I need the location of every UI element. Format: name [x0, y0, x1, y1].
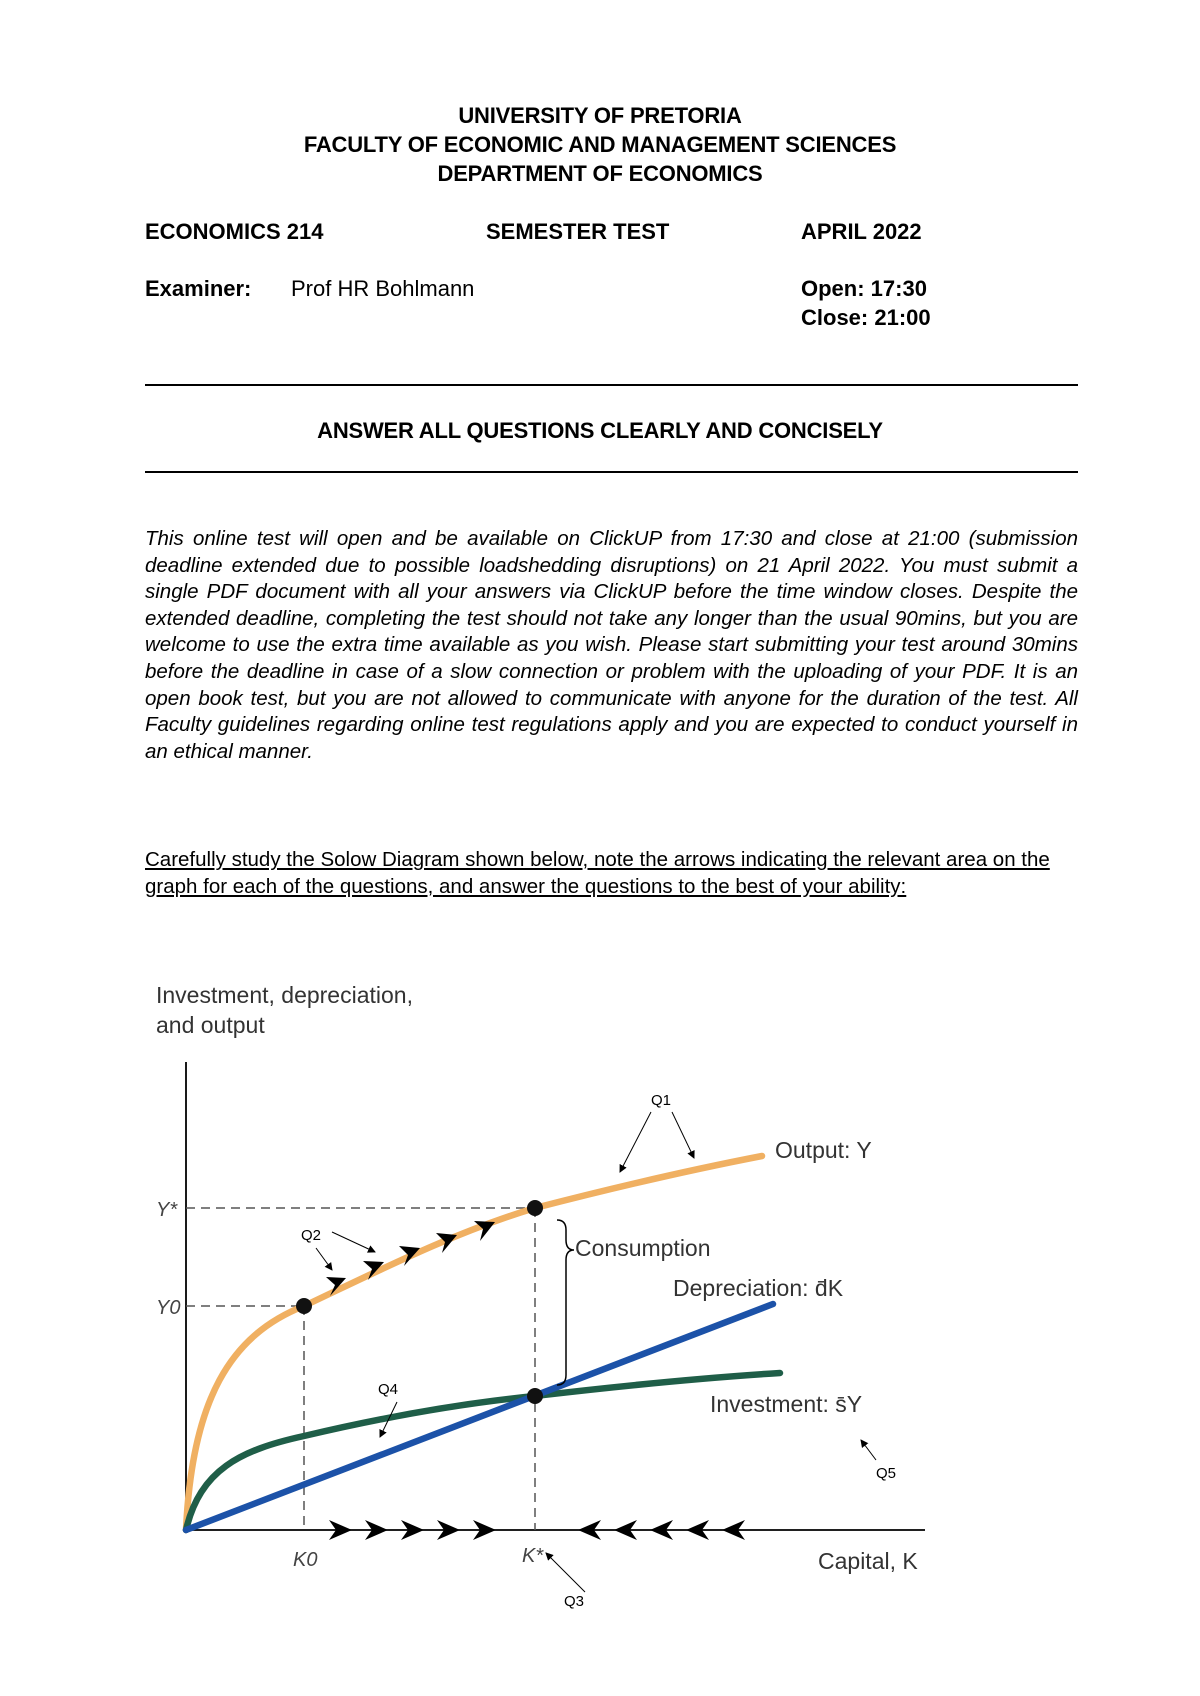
q2-pointer — [332, 1232, 375, 1252]
faculty-name: FACULTY OF ECONOMIC AND MANAGEMENT SCIENCES — [303, 132, 897, 157]
x-axis-label: Capital, K — [818, 1548, 918, 1574]
divider-bottom — [145, 471, 1078, 473]
close-time: Close: 21:00 — [801, 305, 931, 330]
initial-output-point — [296, 1298, 312, 1314]
q1-pointer — [672, 1112, 694, 1158]
output-label: Output: Y — [775, 1137, 872, 1163]
k-star-label: K* — [522, 1545, 544, 1567]
open-time: Open: 17:30 — [801, 276, 927, 301]
y-star-label: Y* — [156, 1199, 178, 1221]
divider-top — [145, 384, 1078, 386]
depreciation-line — [186, 1304, 773, 1530]
examiner-name: Prof HR Bohlmann — [291, 276, 475, 301]
department-name: DEPARTMENT OF ECONOMICS — [437, 161, 763, 186]
q1-label: Q1 — [651, 1092, 672, 1109]
k-zero-label: K0 — [293, 1549, 318, 1571]
consumption-label: Consumption — [575, 1235, 711, 1261]
course-code: ECONOMICS 214 — [145, 219, 324, 244]
investment-curve — [186, 1373, 780, 1530]
university-name: UNIVERSITY OF PRETORIA — [458, 103, 742, 128]
q4-label: Q4 — [378, 1381, 399, 1398]
q1-pointer — [620, 1112, 651, 1172]
q2-label: Q2 — [301, 1227, 322, 1244]
steady-state-output-point — [527, 1200, 543, 1216]
consumption-brace — [557, 1220, 574, 1385]
y-axis-label: and output — [156, 1012, 265, 1038]
y-axis-label: Investment, depreciation, — [156, 982, 413, 1008]
steady-state-investment-point — [527, 1388, 543, 1404]
q5-pointer — [861, 1440, 876, 1460]
q3-label: Q3 — [564, 1593, 585, 1610]
test-type: SEMESTER TEST — [486, 219, 670, 244]
depreciation-label: Depreciation: d̄K — [673, 1275, 844, 1301]
examiner-label: Examiner: — [145, 276, 252, 301]
instruction-heading: ANSWER ALL QUESTIONS CLEARLY AND CONCISELY — [317, 418, 883, 443]
q5-label: Q5 — [876, 1465, 897, 1482]
solow-diagram — [0, 960, 1200, 1620]
y-zero-label: Y0 — [156, 1297, 181, 1319]
test-date: APRIL 2022 — [801, 219, 922, 244]
q3-pointer — [546, 1553, 585, 1592]
investment-label: Investment: s̄Y — [710, 1391, 863, 1417]
study-instruction: Carefully study the Solow Diagram shown below, note the arrows indicating the relevant area on the graph for each of the questions, and answer the questions to the best of your ability: — [145, 848, 1050, 898]
q2-pointer — [316, 1248, 332, 1270]
intro-paragraph: This online test will open and be available on ClickUP from 17:30 and close at 21:00 (submission deadline extended due to possible loadshedding disruptions) on 21 April 2022. You must submit a single PDF document with all your answers via ClickUP before the time window closes. Despite the extended deadline, completing the test should not take any longer than the usual 90mins, but you are welcome to use the extra time available as you wish. Please start submitting your test around 30mins before the deadline in case of a slow connection or problem with the uploading of your PDF. It is an open book test, but you are not allowed to communicate with anyone for the duration of the test. All Faculty guidelines regarding online test regulations apply and you are expected to conduct yourself in an ethical manner. — [145, 527, 1078, 763]
